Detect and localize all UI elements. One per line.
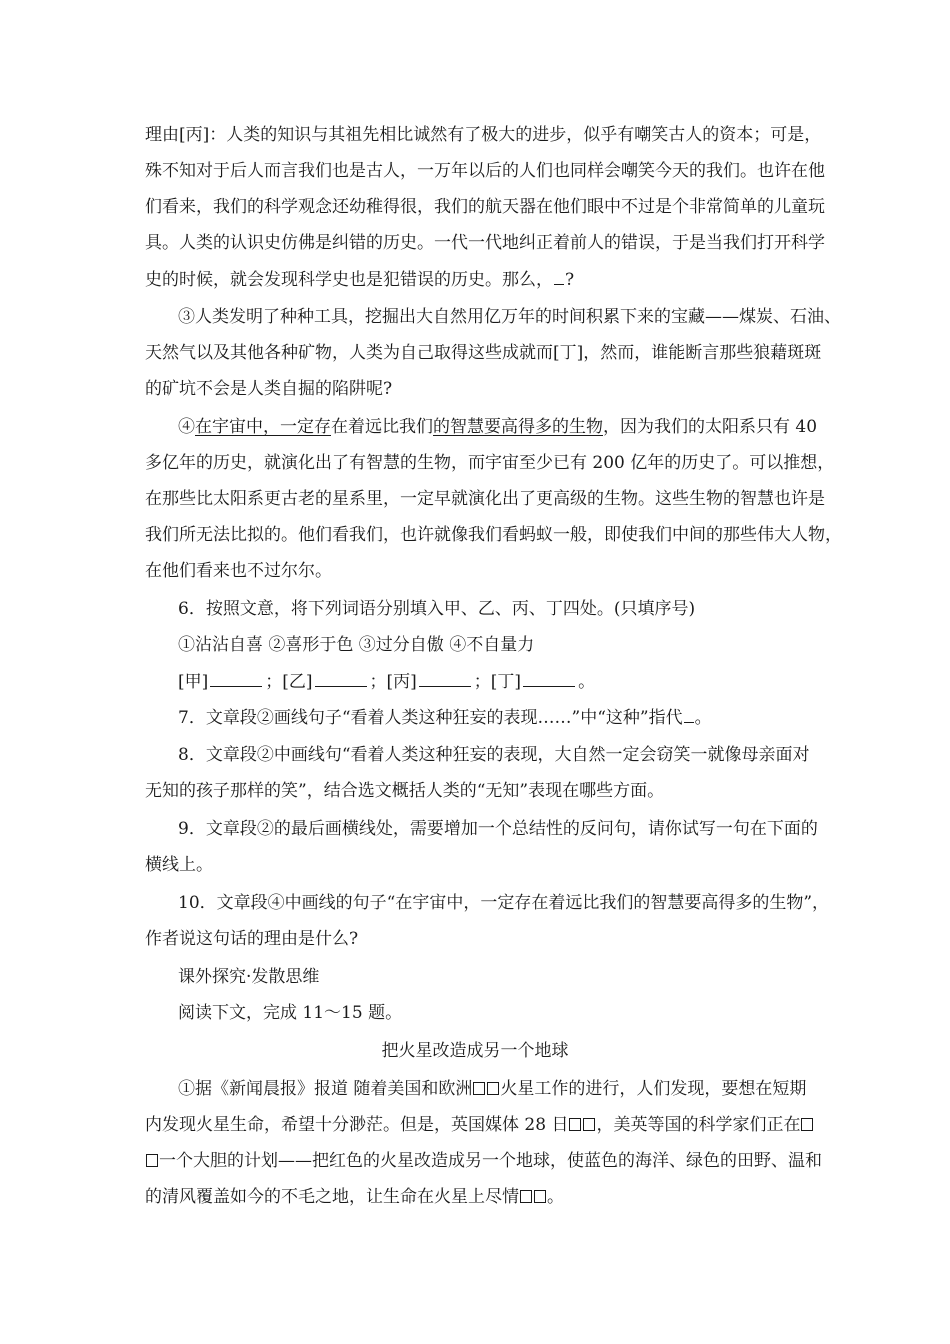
answer-blank[interactable]	[684, 706, 694, 723]
article-title: 把火星改造成另一个地球	[381, 1041, 569, 1061]
answer-blank[interactable]	[210, 670, 262, 687]
text-segment: 。	[694, 708, 712, 728]
missing-char-box[interactable]	[569, 1118, 581, 1131]
instruction: 阅读下文，完成 11～15 题。	[178, 1003, 403, 1023]
answer-blank[interactable]	[523, 670, 575, 687]
paragraph-3-line: 天然气以及其他各种矿物，人类为自己取得这些成就而[丁]，然而，谁能断言那些狼藉斑斑	[145, 343, 822, 363]
text-line: 具。人类的认识史仿佛是纠错的历史。一代一代地纠正着前人的错误，于是当我们打开科学	[145, 233, 825, 253]
missing-char-box[interactable]	[801, 1118, 813, 1131]
text-segment: ?	[565, 270, 575, 290]
missing-char-box[interactable]	[146, 1154, 158, 1167]
reading-line	[145, 1114, 814, 1136]
question-6: 6．按照文意，将下列词语分别填入甲、乙、丙、丁四处。(只填序号)	[178, 599, 696, 619]
label-yi: ；[乙]	[265, 672, 313, 692]
text-line: 们看来，我们的科学观念还幼稚得很，我们的航天器在他们眼中不过是个非常简单的儿童玩	[145, 197, 825, 217]
text-segment: 在着远比我们	[331, 417, 433, 437]
question-8: 8．文章段②中画线句“看着人类这种狂妄的表现，大自然一定会窃笑一就像母亲面对	[178, 745, 810, 765]
text-segment: 火星工作的进行，人们发现，要想在短期	[500, 1079, 807, 1099]
text-segment: ④	[178, 417, 195, 437]
text-line: 殊不知对于后人而言我们也是古人，一万年以后的人们也同样会嘲笑今天的我们。也许在他	[145, 161, 825, 181]
paragraph-4-line: 在他们看来也不过尔尔。	[145, 561, 332, 581]
question-9-line: 横线上。	[145, 855, 213, 875]
paragraph-4-line	[178, 416, 817, 438]
underlined-text: 的智慧要高得多的生物	[433, 417, 603, 437]
text-line: 理由[丙]：人类的知识与其祖先相比诚然有了极大的进步，似乎有嘲笑古人的资本；可是，	[145, 125, 822, 145]
underlined-text: 在宇宙中，一定存	[195, 417, 331, 437]
answer-blank[interactable]	[315, 670, 367, 687]
label-bing: ；[丙]	[369, 672, 417, 692]
reading-line	[178, 1078, 806, 1100]
paragraph-4-line: 我们所无法比拟的。他们看我们，也许就像我们看蚂蚁一般，即使我们中间的那些伟大人物，	[145, 525, 842, 545]
answer-blank[interactable]	[419, 670, 471, 687]
text-segment: 内发现火星生命，希望十分渺茫。但是，英国媒体 28 日	[145, 1115, 569, 1135]
question-7	[178, 706, 712, 729]
text-segment: 一个大胆的计划——把红色的火星改造成另一个地球，使蓝色的海洋、绿色的田野、温和	[159, 1151, 822, 1171]
text-segment: 的清风覆盖如今的不毛之地，让生命在火星上尽情	[145, 1187, 519, 1207]
question-10-line: 作者说这句话的理由是什么?	[145, 929, 359, 949]
text-segment: ①据《新闻晨报》报道 随着美国和欧洲	[178, 1079, 473, 1099]
text-segment: ，美英等国的科学家们正在	[596, 1115, 801, 1135]
reading-line	[145, 1150, 822, 1172]
text-segment: ，因为我们的太阳系只有 40	[603, 417, 818, 437]
section-heading: 课外探究·发散思维	[178, 967, 320, 987]
paragraph-3-line: 的矿坑不会是人类自掘的陷阱呢?	[145, 379, 393, 399]
label-jia: [甲]	[178, 672, 209, 692]
missing-char-box[interactable]	[487, 1082, 499, 1095]
text-line	[145, 268, 574, 291]
paragraph-3-line: ③人类发明了种种工具，挖掘出大自然用亿万年的时间积累下来的宝藏——煤炭、石油、	[178, 307, 841, 327]
question-10: 10．文章段④中画线的句子“在宇宙中，一定存在着远比我们的智慧要高得多的生物”，	[178, 893, 830, 913]
text-segment: 史的时候，就会发现科学史也是犯错误的历史。那么，	[145, 270, 553, 290]
label-ding: ；[丁]	[473, 672, 522, 692]
answer-blank[interactable]	[554, 268, 564, 285]
question-8-line: 无知的孩子那样的笑”，结合选文概括人类的“无知”表现在哪些方面。	[145, 781, 665, 801]
text-segment: 。	[547, 1187, 564, 1207]
question-9: 9．文章段②的最后画横线处，需要增加一个总结性的反问句，请你试写一句在下面的	[178, 819, 818, 839]
paragraph-4-line: 多亿年的历史，就演化出了有智慧的生物，而宇宙至少已有 200 亿年的历史了。可以推想，	[145, 453, 835, 473]
question-6-answers	[178, 670, 595, 693]
reading-line	[145, 1186, 564, 1208]
missing-char-box[interactable]	[520, 1190, 532, 1203]
missing-char-box[interactable]	[583, 1118, 595, 1131]
text-segment: 。	[578, 672, 596, 692]
missing-char-box[interactable]	[473, 1082, 485, 1095]
question-6-options: ①沾沾自喜 ②喜形于色 ③过分自傲 ④不自量力	[178, 635, 535, 655]
missing-char-box[interactable]	[534, 1190, 546, 1203]
paragraph-4-line: 在那些比太阳系更古老的星系里，一定早就演化出了更高级的生物。这些生物的智慧也许是	[145, 489, 825, 509]
text-segment: 7．文章段②画线句子“看着人类这种狂妄的表现……”中“这种”指代	[178, 708, 683, 728]
